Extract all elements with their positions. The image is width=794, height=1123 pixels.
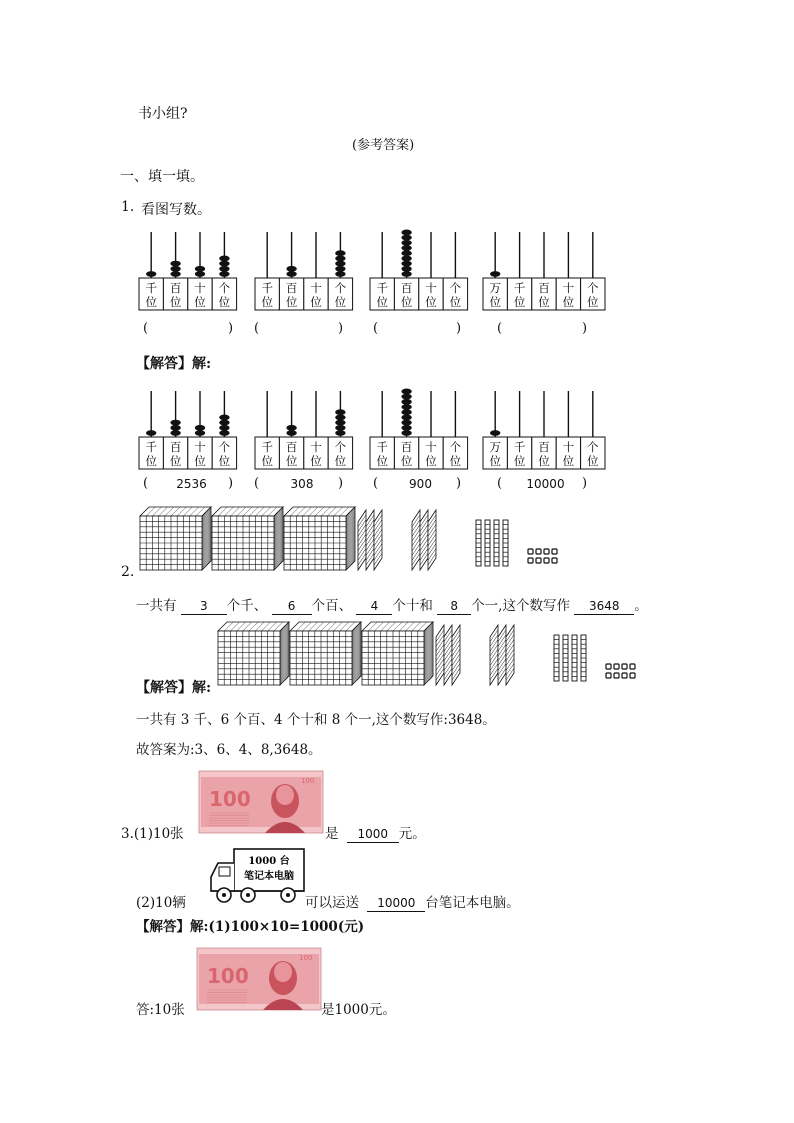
abacus-bead: [401, 266, 411, 272]
abacus-bead: [401, 389, 411, 395]
place-label-bottom: 位: [513, 295, 526, 309]
place-label-top: 千: [513, 440, 526, 454]
place-label-bottom: 位: [194, 295, 206, 309]
place-label-bottom: 位: [513, 454, 526, 468]
q2-part-3: 个十和: [392, 598, 433, 614]
abacus-bead: [146, 271, 156, 277]
abacus-row-answer: [0, 385, 794, 475]
place-label-bottom: 位: [376, 454, 388, 468]
place-label-top: 十: [562, 440, 575, 454]
abacus-bead: [335, 261, 345, 267]
place-label-bottom: 位: [145, 295, 157, 309]
q2-blank-thousands-value: 3: [199, 599, 208, 613]
abacus-bead: [219, 271, 229, 277]
abacus-answer-slot[interactable]: 308: [290, 477, 314, 491]
place-label-top: 十: [562, 281, 575, 295]
one-cube: [630, 673, 635, 678]
abacus-bead: [401, 404, 411, 410]
place-label-top: 百: [285, 440, 298, 454]
place-label-bottom: 位: [145, 454, 157, 468]
q3-blank-2-value: 10000: [377, 896, 416, 910]
q2-answer-line: 故答案为:3、6、4、8,3648。: [136, 742, 322, 758]
abacus-bead: [170, 266, 180, 272]
q2-blank-tens[interactable]: [356, 598, 392, 615]
paren-close: ): [228, 321, 234, 336]
abacus-bead: [219, 261, 229, 267]
q3-part2-right: [305, 891, 520, 912]
paren-close: ): [228, 476, 234, 491]
abacus-bead: [219, 425, 229, 431]
one-cube: [622, 673, 627, 678]
place-label-bottom: 位: [538, 295, 550, 309]
place-label-top: 百: [169, 440, 182, 454]
abacus-bead: [335, 256, 345, 262]
delivery-truck: [211, 849, 304, 902]
banknote-value-small: 100: [301, 777, 315, 785]
place-label-top: 百: [400, 440, 413, 454]
paren-open: (: [143, 321, 149, 336]
q2-part-5: 。: [634, 598, 648, 614]
q1-text: 看图写数。: [141, 202, 211, 218]
abacus-2: [255, 391, 353, 469]
hundred-flat: [436, 625, 460, 685]
abacus-bead: [335, 250, 345, 256]
answer-title: (参考答案): [352, 138, 415, 153]
paren-open: (: [497, 476, 503, 491]
hundred-flat: [490, 625, 514, 685]
q2-part-4: 个一,这个数写作: [471, 598, 570, 614]
paren-close: ): [582, 321, 588, 336]
abacus-bead: [401, 409, 411, 415]
banknote-image-2: [197, 948, 321, 1010]
abacus-bead: [401, 230, 411, 236]
place-label-bottom: 位: [449, 454, 462, 468]
place-label-bottom: 位: [169, 295, 182, 309]
q3-blank-2[interactable]: [367, 895, 425, 912]
ten-rod: [554, 635, 559, 681]
q2-solution-label: 【解答】解:: [136, 680, 212, 696]
abacus-answer-slot[interactable]: 10000: [526, 477, 565, 491]
place-label-top: 千: [145, 440, 157, 454]
abacus-bead: [401, 271, 411, 277]
q2-part-1: 个千、: [226, 598, 268, 614]
q2-part-0: 一共有: [136, 598, 177, 614]
place-label-top: 个: [587, 281, 599, 295]
place-label-bottom: 位: [562, 295, 575, 309]
one-cube: [552, 549, 557, 554]
q2-blank-hundreds-value: 6: [287, 599, 296, 613]
abacus-3: [370, 389, 468, 470]
abacus-bead: [490, 430, 500, 436]
abacus-1: [139, 232, 237, 310]
abacus-bead: [401, 235, 411, 241]
place-label-top: 个: [334, 440, 347, 454]
one-cube: [528, 549, 533, 554]
q2-blank-thousands[interactable]: [181, 598, 227, 615]
thousand-cube: [212, 507, 283, 570]
abacus-bead: [401, 250, 411, 256]
abacus-bead: [401, 256, 411, 262]
abacus-bead: [146, 430, 156, 436]
place-label-top: 十: [310, 281, 322, 295]
one-cube: [630, 664, 635, 669]
ten-rod: [503, 520, 508, 566]
abacus-bead: [170, 261, 180, 267]
abacus-bead: [170, 430, 180, 436]
place-label-top: 十: [194, 281, 206, 295]
place-label-top: 千: [261, 440, 273, 454]
ten-rod: [494, 520, 499, 566]
banknote-100: [199, 771, 323, 833]
abacus-bead: [170, 425, 180, 431]
abacus-bead: [286, 425, 296, 431]
q2-number: 2.: [121, 564, 135, 580]
place-label-bottom: 位: [169, 454, 182, 468]
q2-part-2: 个百、: [311, 598, 353, 614]
banknote-value: 100: [207, 964, 249, 988]
abacus-4: [483, 391, 605, 469]
place-label-bottom: 位: [449, 295, 462, 309]
thousand-cube: [140, 507, 211, 570]
one-cube: [552, 558, 557, 563]
paren-close: ): [582, 476, 588, 491]
place-label-top: 十: [425, 440, 437, 454]
abacus-bead: [335, 420, 345, 426]
place-label-bottom: 位: [334, 454, 347, 468]
q3-answer-prefix: 答:10张: [136, 1002, 185, 1018]
q2-blank-ones-value: 8: [450, 599, 458, 613]
one-cube: [536, 549, 541, 554]
one-cube: [606, 664, 611, 669]
place-label-top: 万: [489, 281, 501, 295]
place-label-top: 百: [538, 440, 550, 454]
abacus-bead: [219, 256, 229, 262]
place-label-bottom: 位: [425, 295, 437, 309]
blocks-picture-answer: [218, 620, 658, 690]
q3-part1-prefix: 3.(1)10张: [121, 826, 184, 842]
abacus-bead: [401, 415, 411, 421]
place-label-bottom: 位: [587, 454, 599, 468]
place-label-bottom: 位: [261, 454, 273, 468]
section-title: 一、填一填。: [120, 169, 204, 185]
abacus-bead: [195, 266, 205, 272]
place-label-top: 十: [194, 440, 206, 454]
q3-part1-suffix: 元。: [398, 826, 426, 842]
paren-open: (: [497, 321, 503, 336]
truck-image: [208, 845, 308, 909]
abacus-bead: [401, 399, 411, 405]
place-label-bottom: 位: [400, 454, 413, 468]
one-cube: [606, 673, 611, 678]
q3-part2-suffix: 台笔记本电脑。: [425, 895, 520, 911]
place-label-bottom: 位: [334, 295, 347, 309]
paren-open: (: [143, 476, 149, 491]
place-label-top: 个: [334, 281, 347, 295]
banknote-value-small: 100: [299, 954, 313, 962]
place-label-bottom: 位: [310, 295, 322, 309]
abacus-bead: [335, 409, 345, 415]
abacus-bead: [401, 245, 411, 251]
paren-open: (: [373, 321, 379, 336]
place-label-bottom: 位: [194, 454, 206, 468]
place-label-bottom: 位: [310, 454, 322, 468]
q2-blank-number-value: 3648: [589, 599, 620, 613]
abacus-bead: [286, 271, 296, 277]
abacus-bead: [490, 271, 500, 277]
place-label-bottom: 位: [218, 454, 231, 468]
abacus-bead: [286, 266, 296, 272]
abacus-bead: [335, 415, 345, 421]
one-cube: [614, 664, 619, 669]
place-label-top: 个: [218, 281, 231, 295]
q3-part1-mid: 是: [325, 826, 339, 842]
q3-part1: [121, 822, 184, 842]
paren-close: ): [456, 476, 462, 491]
paren-open: (: [254, 321, 260, 336]
ten-rod: [563, 635, 568, 681]
abacus-bead: [195, 271, 205, 277]
abacus-bead: [335, 430, 345, 436]
place-label-bottom: 位: [285, 454, 298, 468]
place-label-top: 百: [400, 281, 413, 295]
blocks-picture-question: [140, 505, 580, 575]
place-label-top: 千: [145, 281, 157, 295]
place-label-bottom: 位: [400, 295, 413, 309]
abacus-bead: [335, 271, 345, 277]
abacus-1: [139, 391, 237, 469]
place-label-top: 万: [489, 440, 501, 454]
q3-blank-1-value: 1000: [357, 827, 389, 841]
q2-blank-hundreds[interactable]: [272, 598, 312, 615]
abacus-bead: [335, 425, 345, 431]
paren-close: ): [338, 476, 344, 491]
place-label-top: 个: [449, 440, 462, 454]
truck-label-count: 1000 台: [248, 856, 290, 867]
one-cube: [614, 673, 619, 678]
abacus-bead: [401, 425, 411, 431]
hundred-flat: [358, 510, 382, 570]
q3-solution: 【解答】解:(1)100×10=1000(元): [136, 919, 365, 935]
place-label-bottom: 位: [489, 454, 501, 468]
place-label-bottom: 位: [218, 295, 231, 309]
place-label-top: 十: [425, 281, 437, 295]
q3-part1-right: [325, 822, 426, 843]
place-label-top: 个: [218, 440, 231, 454]
place-label-bottom: 位: [261, 295, 273, 309]
abacus-bead: [195, 430, 205, 436]
place-label-bottom: 位: [538, 454, 550, 468]
abacus-3: [370, 230, 468, 311]
abacus-bead: [219, 430, 229, 436]
thousand-cube: [218, 622, 289, 685]
q2-sentence: [136, 594, 648, 615]
one-cube: [528, 558, 533, 563]
banknote-100: [197, 948, 321, 1010]
abacus-answer-slot[interactable]: 2536: [176, 477, 207, 491]
abacus-answer-slot[interactable]: 900: [409, 477, 432, 491]
ten-rod: [572, 635, 577, 681]
ten-rod: [485, 520, 490, 566]
abacus-row-question: [0, 226, 794, 316]
place-label-top: 百: [538, 281, 550, 295]
place-label-bottom: 位: [425, 454, 437, 468]
abacus-bead: [401, 394, 411, 400]
one-cube: [622, 664, 627, 669]
ten-rod: [476, 520, 481, 566]
q1-number: 1.: [121, 199, 135, 215]
abacus-bead: [170, 420, 180, 426]
intro-text: 书小组?: [138, 106, 188, 122]
one-cube: [544, 558, 549, 563]
paren-open: (: [373, 476, 379, 491]
abacus-bead: [401, 420, 411, 426]
abacus-bead: [286, 430, 296, 436]
thousand-cube: [284, 507, 355, 570]
place-label-bottom: 位: [587, 295, 599, 309]
q2-blank-tens-value: 4: [370, 599, 379, 613]
abacus-bead: [335, 266, 345, 272]
q3-part2-mid: 可以运送: [305, 895, 359, 911]
abacus-2: [255, 232, 353, 310]
abacus-bead: [219, 420, 229, 426]
abacus-bead: [401, 430, 411, 436]
one-cube: [536, 558, 541, 563]
hundred-flat: [412, 510, 436, 570]
q2-blank-ones[interactable]: [437, 598, 471, 615]
banknote-image-1: [199, 771, 323, 833]
place-label-top: 百: [285, 281, 298, 295]
place-label-top: 百: [169, 281, 182, 295]
abacus-bead: [219, 266, 229, 272]
q1-solution-label: 【解答】解:: [136, 356, 212, 372]
abacus-bead: [219, 415, 229, 421]
one-cube: [544, 549, 549, 554]
place-label-bottom: 位: [376, 295, 388, 309]
paren-close: ): [456, 321, 462, 336]
place-label-top: 个: [587, 440, 599, 454]
thousand-cube: [290, 622, 361, 685]
q2-blank-number[interactable]: [574, 598, 634, 615]
q3-answer-suffix: 是1000元。: [321, 1002, 396, 1018]
place-label-top: 十: [310, 440, 322, 454]
abacus-bead: [401, 240, 411, 246]
paren-close: ): [338, 321, 344, 336]
place-label-bottom: 位: [489, 295, 501, 309]
place-label-bottom: 位: [562, 454, 575, 468]
paren-open: (: [254, 476, 260, 491]
truck-label-item: 笔记本电脑: [244, 871, 294, 882]
q3-blank-1[interactable]: [347, 826, 399, 843]
abacus-bead: [401, 261, 411, 267]
place-label-top: 千: [376, 281, 388, 295]
place-label-top: 千: [513, 281, 526, 295]
abacus-bead: [195, 425, 205, 431]
q3-part2-prefix: (2)10辆: [136, 895, 186, 911]
place-label-top: 千: [376, 440, 388, 454]
banknote-value: 100: [209, 787, 251, 811]
abacus-4: [483, 232, 605, 310]
abacus-bead: [170, 271, 180, 277]
place-label-top: 千: [261, 281, 273, 295]
q2-solution-line: 一共有 3 千、6 个百、4 个十和 8 个一,这个数写作:3648。: [136, 712, 496, 728]
place-label-bottom: 位: [285, 295, 298, 309]
place-label-top: 个: [449, 281, 462, 295]
ten-rod: [581, 635, 586, 681]
thousand-cube: [362, 622, 433, 685]
